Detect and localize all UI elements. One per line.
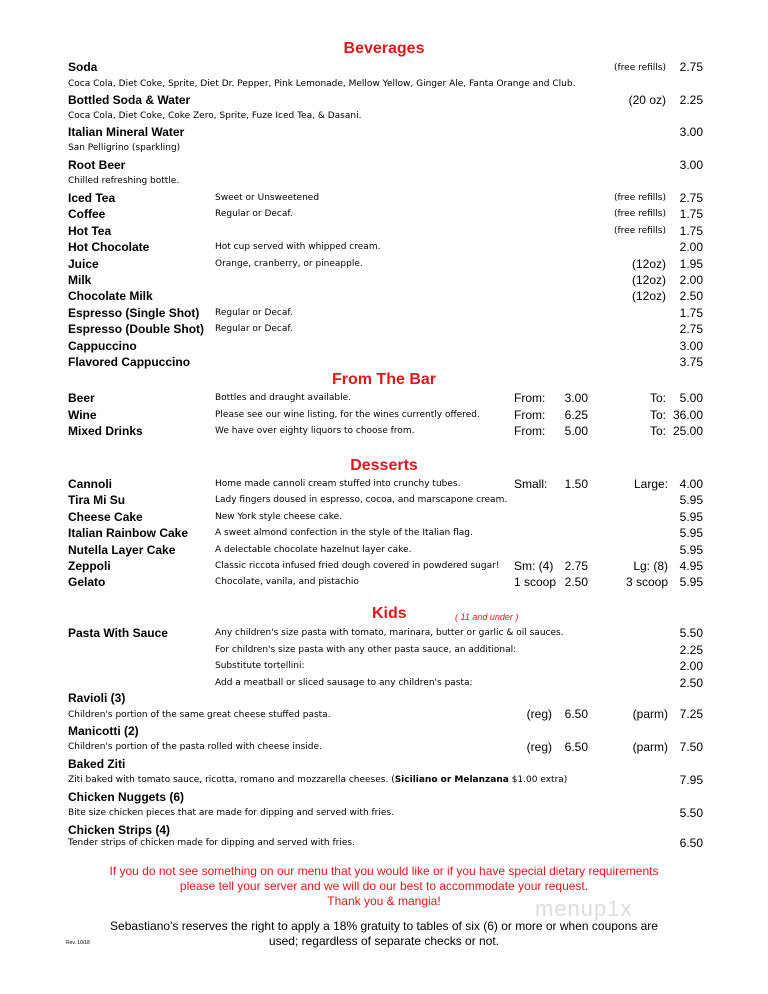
- manicotti-label1: (reg): [526, 740, 552, 754]
- strips-name: Chicken Strips (4): [68, 823, 171, 837]
- dessert-price: 5.95: [679, 575, 703, 590]
- beverage-name: Hot Tea: [68, 223, 112, 238]
- dessert-name: Tira Mi Su: [68, 493, 126, 508]
- desserts-heading: Desserts: [350, 457, 418, 474]
- ziti-price: 7.95: [679, 773, 703, 787]
- soda-price: 2.75: [679, 60, 703, 74]
- dessert-name: Cannoli: [68, 477, 112, 491]
- dessert-desc: A delectable chocolate hazelnut layer cake.: [215, 544, 412, 555]
- dessert-desc: A sweet almond confection in the style of the Italian flag.: [215, 528, 473, 539]
- bar-item-desc: Please see our wine listing, for the wines currently offered.: [215, 409, 480, 420]
- kids-heading: Kids: [372, 605, 407, 622]
- bar-high-price: 5.00: [679, 391, 703, 405]
- ziti-desc: Ziti baked with tomato sauce, ricotta, romano and mozzarella cheeses. (Siciliano or Melanzana $1.00 extra): [68, 775, 568, 785]
- bar-high-price: 36.00: [672, 407, 703, 422]
- root-desc: Chilled refreshing bottle.: [68, 176, 180, 186]
- dessert-desc: New York style cheese cake.: [215, 511, 343, 522]
- manicotti-desc: Children's portion of the pasta rolled with cheese inside.: [68, 742, 322, 752]
- dessert-price-1: 2.50: [564, 575, 588, 590]
- bar-item-name: Wine: [68, 407, 97, 422]
- beverage-desc: Hot cup served with whipped cream.: [215, 242, 381, 253]
- manicotti-price: 7.50: [679, 740, 703, 754]
- bar-low-price: 3.00: [564, 391, 588, 405]
- ravioli-name: Ravioli (3): [68, 691, 126, 705]
- dessert-name: Cheese Cake: [68, 509, 143, 524]
- nuggets-name: Chicken Nuggets (6): [68, 790, 185, 804]
- footer-black-line-1: Sebastiano's reserves the right to apply a 18% gratuity to tables of six (6) or more or when coupons are: [110, 919, 658, 933]
- kids-pasta-price: 2.00: [679, 659, 703, 674]
- dessert-name: Italian Rainbow Cake: [68, 526, 189, 541]
- beverage-price: 2.75: [679, 322, 703, 337]
- bottled-note: (20 oz): [628, 93, 666, 107]
- revision-note: Rev. 10/18: [66, 940, 90, 946]
- beverage-price: 1.95: [679, 256, 703, 271]
- dessert-price: 4.95: [679, 559, 703, 573]
- bar-heading: From The Bar: [331, 371, 436, 388]
- dessert-price: 5.95: [679, 509, 703, 524]
- nuggets-price: 5.50: [679, 806, 703, 820]
- bar-from-label: From:: [514, 391, 546, 405]
- beverage-note: (12oz): [631, 273, 666, 287]
- beverage-name: Milk: [68, 273, 92, 287]
- ravioli-label1: (reg): [526, 707, 552, 721]
- watermark: menup1x: [535, 896, 633, 921]
- beverage-desc: Sweet or Unsweetened: [215, 193, 320, 203]
- beverage-note: (12oz): [631, 289, 666, 304]
- bar-low-price: 5.00: [564, 424, 588, 438]
- bar-to-label: To:: [650, 391, 667, 405]
- mineral-name: Italian Mineral Water: [68, 125, 185, 139]
- dessert-name: Gelato: [68, 575, 106, 590]
- dessert-size-label-1: Small:: [514, 477, 548, 491]
- ravioli-label2: (parm): [632, 707, 668, 721]
- dessert-size-label-2: Large:: [633, 477, 668, 491]
- dessert-size-label-2: Lg: (8): [633, 559, 668, 573]
- beverage-price: 2.50: [679, 289, 703, 304]
- soda-name: Soda: [68, 60, 98, 74]
- manicotti-price1: 6.50: [564, 740, 588, 754]
- root-name: Root Beer: [68, 158, 126, 172]
- kids-pasta-desc: For children's size pasta with any other pasta sauce, an additional:: [215, 644, 517, 655]
- beverage-name: Chocolate Milk: [68, 289, 153, 304]
- dessert-name: Zeppoli: [68, 559, 111, 573]
- beverage-desc: Regular or Decaf.: [215, 324, 293, 335]
- dessert-desc: Classic riccota infused fried dough covered in powdered sugar!: [215, 561, 500, 571]
- ravioli-price1: 6.50: [564, 707, 588, 721]
- kids-pasta-desc: Any children's size pasta with tomato, marinara, butter or garlic & oil sauces.: [215, 628, 564, 638]
- kids-subtitle: ( 11 and under ): [455, 612, 519, 622]
- bottled-desc: Coca Cola, Diet Coke, Coke Zero, Sprite, Fuze Iced Tea, & Dasani.: [68, 111, 362, 121]
- dessert-price: 4.00: [679, 477, 703, 491]
- strips-price: 6.50: [679, 836, 703, 850]
- bar-to-label: To:: [650, 407, 667, 422]
- bottled-price: 2.25: [679, 93, 703, 107]
- beverages-heading: Beverages: [343, 40, 425, 57]
- mineral-desc: San Pelligrino (sparkling): [68, 143, 181, 153]
- bar-item-desc: We have over eighty liquors to choose from.: [215, 426, 415, 436]
- kids-pasta-desc: Add a meatball or sliced sausage to any children's pasta:: [215, 678, 473, 689]
- footer-red-line-1: If you do not see something on our menu that you would like or if you have special dietary requirements: [109, 864, 659, 878]
- beverage-price: 2.00: [679, 273, 703, 287]
- bar-from-label: From:: [514, 424, 546, 438]
- bar-item-name: Beer: [68, 391, 95, 405]
- beverage-price: 3.75: [679, 355, 703, 369]
- beverage-desc: Regular or Decaf.: [215, 307, 293, 318]
- beverage-name: Juice: [68, 256, 99, 271]
- dessert-price: 5.95: [679, 542, 703, 557]
- dessert-desc: Chocolate, vanila, and pistachio: [215, 577, 359, 588]
- kids-pasta-name: Pasta With Sauce: [68, 626, 168, 640]
- dessert-size-label-2: 3 scoop: [625, 575, 668, 590]
- dessert-name: Nutella Layer Cake: [68, 542, 176, 557]
- beverage-price: 2.75: [679, 191, 703, 205]
- dessert-price-1: 2.75: [564, 559, 588, 573]
- ravioli-desc: Children's portion of the same great cheese stuffed pasta.: [68, 710, 331, 720]
- beverage-name: Flavored Cappuccino: [68, 355, 191, 369]
- beverage-price: 1.75: [679, 207, 703, 222]
- footer-red-line-3: Thank you & mangia!: [327, 894, 441, 908]
- bar-to-label: To:: [650, 424, 667, 438]
- soda-desc: Coca Cola, Diet Coke, Sprite, Diet Dr. Pepper, Pink Lemonade, Mellow Yellow, Ginger Ale, Fanta Orange and Club.: [68, 79, 576, 89]
- bar-low-price: 6.25: [564, 407, 588, 422]
- beverage-name: Espresso (Single Shot): [68, 305, 200, 320]
- soda-note: (free refills): [613, 63, 666, 73]
- kids-pasta-price: 5.50: [679, 626, 703, 640]
- bar-high-price: 25.00: [672, 424, 703, 438]
- manicotti-label2: (parm): [632, 740, 668, 754]
- dessert-price: 5.95: [679, 526, 703, 541]
- beverage-price: 1.75: [679, 223, 703, 238]
- beverage-name: Cappuccino: [68, 338, 137, 353]
- beverage-note: (free refills): [613, 209, 666, 220]
- footer-red-line-2: please tell your server and we will do our best to accommodate your request.: [179, 879, 589, 893]
- footer-black-line-2: used; regardless of separate checks or not.: [268, 934, 500, 948]
- root-price: 3.00: [679, 158, 703, 172]
- beverage-name: Espresso (Double Shot): [68, 322, 205, 337]
- kids-pasta-price: 2.25: [679, 642, 703, 657]
- dessert-price: 5.95: [679, 493, 703, 508]
- strips-desc: Tender strips of chicken made for dipping and served with fries.: [68, 838, 355, 848]
- ravioli-price: 7.25: [679, 707, 703, 721]
- beverage-name: Coffee: [68, 207, 106, 222]
- beverage-name: Hot Chocolate: [68, 240, 150, 255]
- bar-from-label: From:: [514, 407, 546, 422]
- beverage-price: 2.00: [679, 240, 703, 255]
- kids-pasta-price: 2.50: [679, 676, 703, 691]
- manicotti-name: Manicotti (2): [68, 724, 139, 738]
- bar-item-desc: Bottles and draught available.: [215, 393, 352, 403]
- bottled-name: Bottled Soda & Water: [68, 93, 191, 107]
- dessert-price-1: 1.50: [564, 477, 588, 491]
- nuggets-desc: Bite size chicken pieces that are made for dipping and served with fries.: [68, 808, 394, 818]
- beverage-price: 1.75: [679, 305, 703, 320]
- kids-pasta-desc: Substitute tortellini:: [215, 661, 305, 672]
- beverage-desc: Orange, cranberry, or pineapple.: [215, 258, 363, 269]
- beverage-desc: Regular or Decaf.: [215, 209, 293, 220]
- dessert-size-label-1: Sm: (4): [514, 559, 554, 573]
- ziti-name: Baked Ziti: [68, 757, 126, 771]
- beverage-price: 3.00: [679, 338, 703, 353]
- dessert-desc: Home made cannoli cream stuffed into crunchy tubes.: [215, 479, 461, 489]
- dessert-desc: Lady fingers doused in espresso, cocoa, and marscapone cream.: [215, 495, 508, 506]
- beverage-note: (free refills): [613, 225, 666, 236]
- dessert-size-label-1: 1 scoop: [514, 575, 557, 590]
- bar-item-name: Mixed Drinks: [68, 424, 143, 438]
- beverage-note: (free refills): [613, 193, 666, 203]
- beverage-name: Iced Tea: [68, 191, 116, 205]
- beverage-note: (12oz): [631, 256, 666, 271]
- mineral-price: 3.00: [679, 125, 703, 139]
